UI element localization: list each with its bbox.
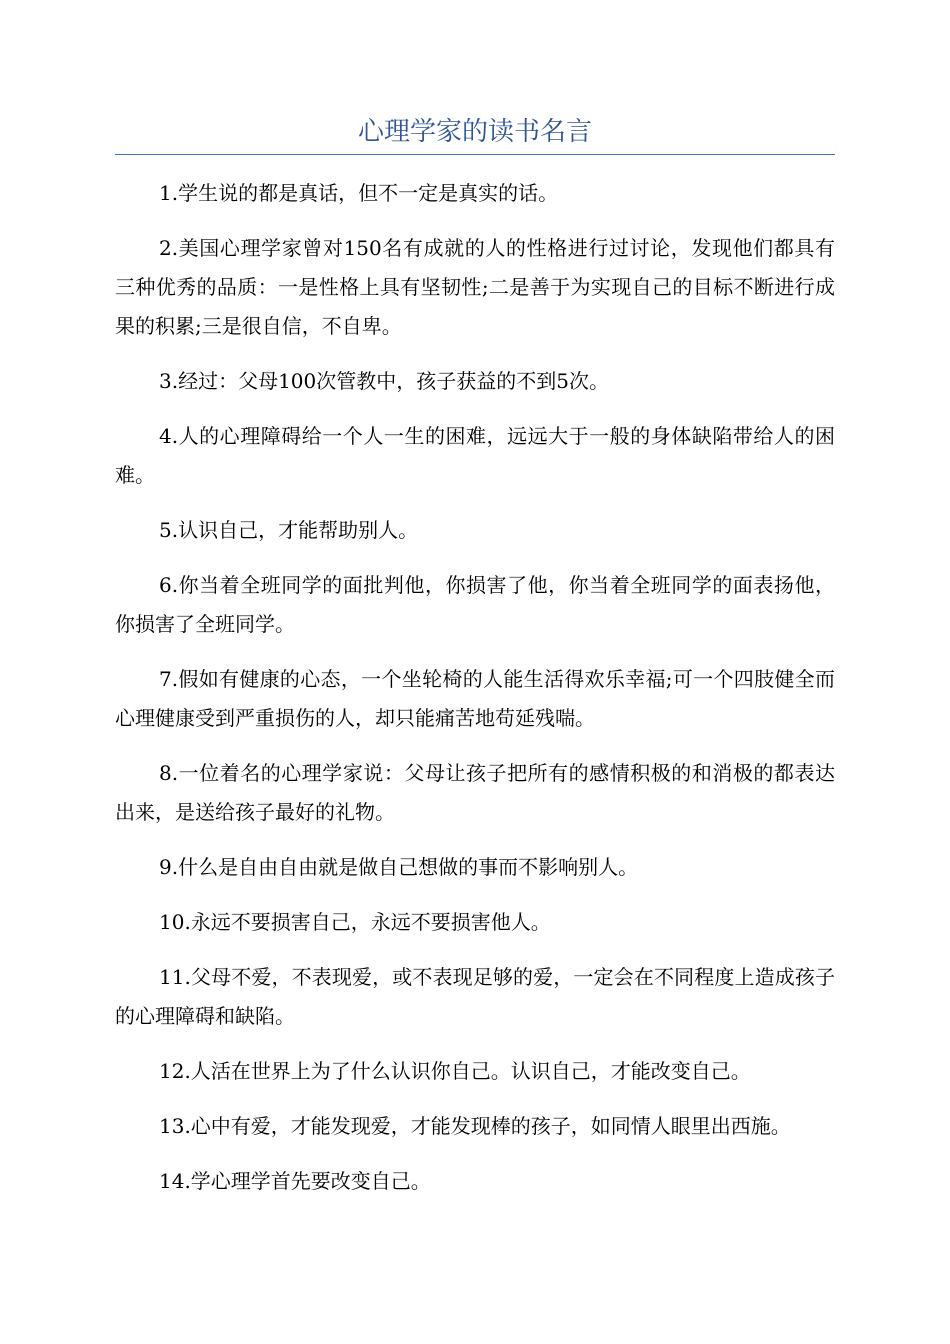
document-title: 心理学家的读书名言 [357, 117, 592, 147]
quote-paragraph-4: 4.人的心理障碍给一个人一生的困难，远远大于一般的身体缺陷带给人的困难。 [115, 424, 835, 487]
quote-paragraph-9: 9.什么是自由自由就是做自己想做的事而不影响别人。 [159, 855, 639, 879]
quote-paragraph-6: 6.你当着全班同学的面批判他，你损害了他，你当着全班同学的面表扬他，你损害了全班同学。 [115, 573, 835, 636]
quote-paragraph-3: 3.经过：父母100次管教中，孩子获益的不到5次。 [159, 369, 609, 393]
quote-paragraph-7: 7.假如有健康的心态，一个坐轮椅的人能生活得欢乐幸福;可一个四肢健全而心理健康受到严重损伤的人，却只能痛苦地苟延残喘。 [115, 667, 835, 730]
quote-paragraph-11: 11.父母不爱，不表现爱，或不表现足够的爱，一定会在不同程度上造成孩子的心理障碍和缺陷。 [115, 965, 835, 1028]
quote-paragraph-10: 10.永远不要损害自己，永远不要损害他人。 [159, 910, 551, 934]
document-body [115, 174, 835, 1217]
quote-paragraph-2: 2.美国心理学家曾对150名有成就的人的性格进行过讨论，发现他们都具有三种优秀的品质：一是性格上具有坚韧性;二是善于为实现自己的目标不断进行成果的积累;三是很自信，不自卑。 [115, 236, 835, 338]
quote-paragraph-13: 13.心中有爱，才能发现爱，才能发现棒的孩子，如同情人眼里出西施。 [159, 1114, 791, 1138]
title-underline [115, 154, 835, 155]
quote-paragraph-12: 12.人活在世界上为了什么认识你自己。认识自己，才能改变自己。 [159, 1059, 751, 1083]
quote-paragraph-8: 8.一位着名的心理学家说：父母让孩子把所有的感情积极的和消极的都表达出来，是送给孩子最好的礼物。 [115, 761, 835, 824]
quote-paragraph-5: 5.认识自己，才能帮助别人。 [159, 518, 419, 542]
quote-paragraph-14: 14.学心理学首先要改变自己。 [159, 1169, 431, 1193]
quote-paragraph-1: 1.学生说的都是真话，但不一定是真实的话。 [159, 181, 559, 205]
